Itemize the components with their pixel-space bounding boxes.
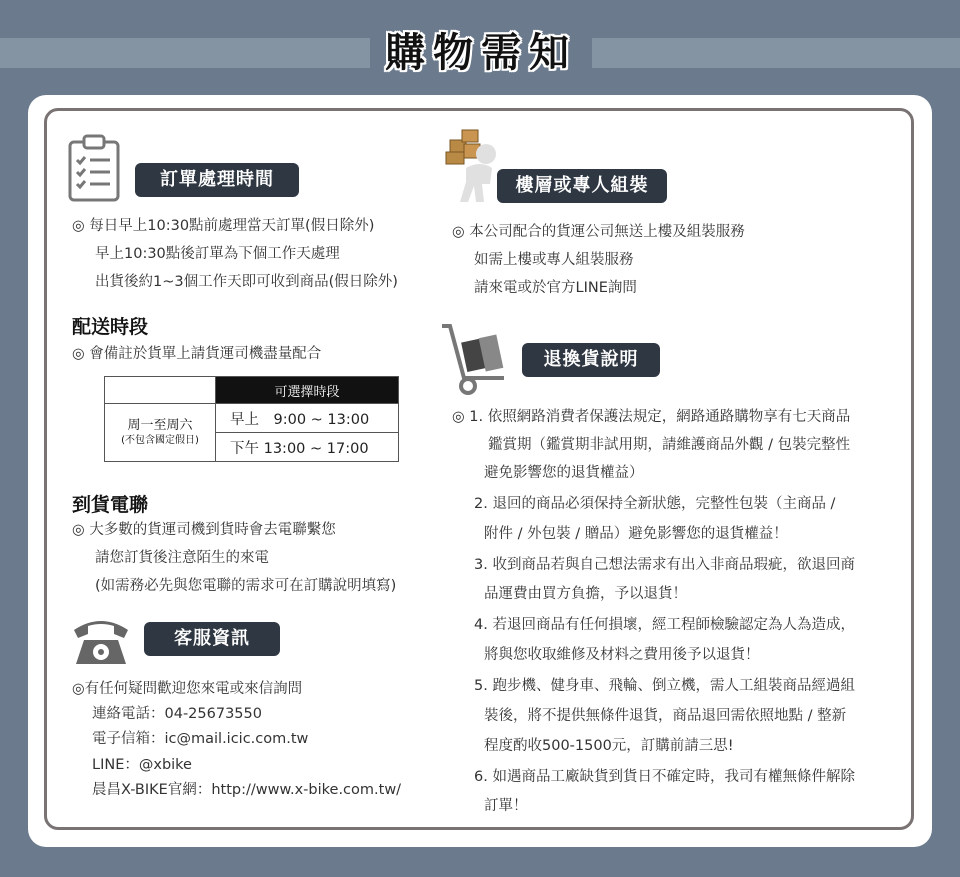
arrival-call-line-1: ◎ 大多數的貨運司機到貨時會去電聯繫您	[72, 522, 336, 538]
returns-line-2: 鑑賞期（鑑賞期非試用期，請維護商品外觀 / 包裝完整性	[488, 437, 851, 453]
telephone-icon	[70, 610, 132, 668]
schedule-days: 周一至周六	[127, 417, 193, 433]
delivery-time-heading: 配送時段	[72, 316, 149, 338]
returns-line-12: 程度酌收500-1500元，訂購前請三思!	[484, 738, 734, 754]
order-line-1: ◎ 每日早上10:30點前處理當天訂單(假日除外)	[72, 218, 375, 234]
service-phone: 連絡電話：04-25673550	[92, 706, 262, 722]
arrival-call-line-3: (如需務必先與您電聯的需求可在訂購說明填寫)	[95, 578, 397, 594]
order-line-2: 早上10:30點後訂單為下個工作天處理	[95, 246, 340, 262]
service-line-id: LINE：@xbike	[92, 757, 192, 773]
schedule-table	[104, 376, 399, 462]
schedule-days-cell	[105, 404, 216, 462]
returns-line-14: 訂單！	[484, 798, 528, 814]
schedule-slot-afternoon: 下午 13:00 ~ 17:00	[216, 433, 399, 462]
hand-truck-icon	[438, 320, 514, 396]
schedule-slot-morning: 早上 9:00 ~ 13:00	[216, 404, 399, 433]
assembly-line-3: 請來電或於官方LINE詢問	[474, 280, 637, 296]
service-line-1: ◎有任何疑問歡迎您來電或來信詢問	[72, 681, 303, 697]
schedule-days-note: (不包含國定假日)	[121, 434, 199, 446]
assembly-line-2: 如需上樓或專人組裝服務	[474, 252, 634, 268]
arrival-call-heading: 到貨電聯	[72, 494, 149, 516]
returns-line-7: 品運費由買方負擔，予以退貨！	[484, 586, 687, 602]
delivery-time-line: ◎ 會備註於貨單上請貨運司機盡量配合	[72, 346, 322, 362]
service-website: 晨昌X-BIKE官網：http://www.x-bike.com.tw/	[92, 782, 402, 798]
arrival-call-line-2: 請您訂貨後注意陌生的來電	[95, 550, 269, 566]
page-title: 購物需知	[385, 30, 577, 76]
returns-line-9: 將與您收取維修及材料之費用後予以退貨！	[484, 647, 760, 663]
returns-line-13: 6. 如遇商品工廠缺貨到貨日不確定時，我司有權無條件解除	[474, 769, 855, 785]
service-heading: 客服資訊	[144, 622, 280, 656]
checklist-icon	[66, 132, 124, 204]
returns-line-10: 5. 跑步機、健身車、飛輪、倒立機，需人工組裝商品經過組	[474, 678, 855, 694]
returns-line-3: 避免影響您的退貨權益）	[484, 465, 644, 481]
returns-line-5: 附件 / 外包裝 / 贈品）避免影響您的退貨權益！	[484, 526, 788, 542]
returns-line-1: ◎ 1. 依照網路消費者保護法規定，網路通路購物享有七天商品	[452, 409, 851, 425]
service-email: 電子信箱：ic@mail.icic.com.tw	[92, 731, 309, 747]
schedule-table-header: 可選擇時段	[216, 377, 399, 404]
assembly-line-1: ◎ 本公司配合的貨運公司無送上樓及組裝服務	[452, 224, 745, 240]
returns-line-8: 4. 若退回商品有任何損壞，經工程師檢驗認定為人為造成，	[474, 617, 855, 633]
order-heading: 訂單處理時間	[135, 163, 299, 197]
returns-heading: 退換貨說明	[522, 343, 660, 377]
assembly-heading: 樓層或專人組裝	[497, 169, 667, 203]
returns-line-4: 2. 退回的商品必須保持全新狀態，完整性包裝（主商品 /	[474, 496, 836, 512]
returns-line-6: 3. 收到商品若與自己想法需求有出入非商品瑕疵，欲退回商	[474, 557, 855, 573]
returns-line-11: 裝後，將不提供無條件退貨，商品退回需依照地點 / 整新	[484, 708, 847, 724]
order-line-3: 出貨後約1~3個工作天即可收到商品(假日除外)	[95, 274, 398, 290]
